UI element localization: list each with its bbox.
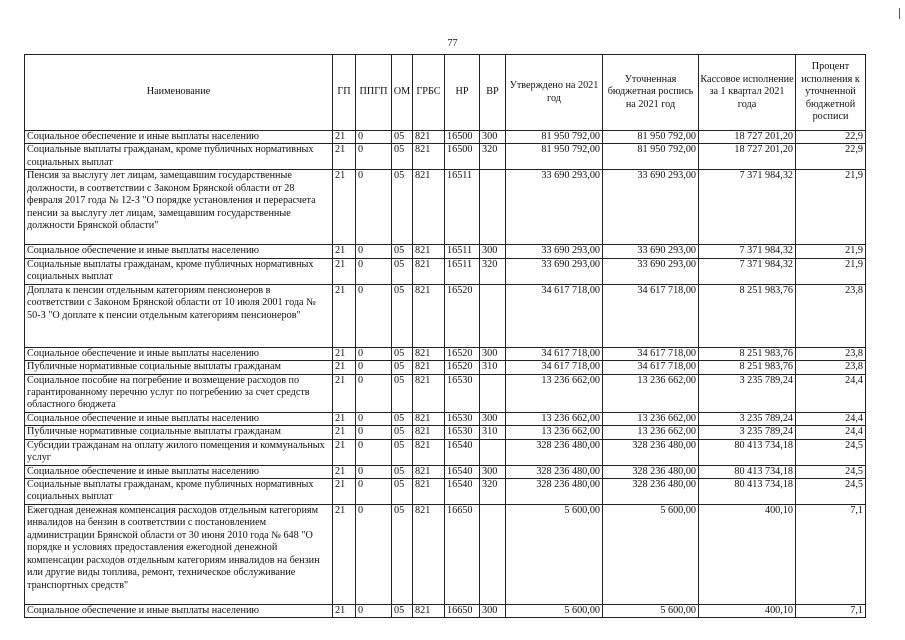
cell-gp: 21: [333, 426, 356, 439]
cell-refined: 34 617 718,00: [603, 284, 699, 347]
cell-percent: 22,9: [796, 131, 866, 144]
header-vr: ВР: [480, 55, 506, 131]
cell-om: 05: [392, 144, 413, 170]
cell-om: 05: [392, 465, 413, 478]
cell-approved: 33 690 293,00: [506, 170, 603, 245]
cell-refined: 34 617 718,00: [603, 347, 699, 360]
cell-nr: 16520: [445, 284, 480, 347]
table-row: [25, 245, 866, 258]
table-row: [25, 374, 866, 412]
cell-refined: 13 236 662,00: [603, 426, 699, 439]
cell-refined: 33 690 293,00: [603, 258, 699, 284]
cell-vr: [480, 170, 506, 245]
cell-cash: 7 371 984,32: [699, 170, 796, 245]
header-ppgp: ППГП: [356, 55, 392, 131]
cell-percent: 7,1: [796, 505, 866, 605]
cell-grbs: 821: [413, 131, 445, 144]
cell-vr: 310: [480, 426, 506, 439]
cell-om: 05: [392, 170, 413, 245]
cell-nr: 16530: [445, 412, 480, 425]
cell-vr: [480, 284, 506, 347]
cell-nr: 16500: [445, 131, 480, 144]
cell-refined: 5 600,00: [603, 505, 699, 605]
cell-grbs: 821: [413, 170, 445, 245]
cell-nr: 16520: [445, 347, 480, 360]
cell-om: 05: [392, 479, 413, 505]
cell-cash: 8 251 983,76: [699, 347, 796, 360]
cell-approved: 328 236 480,00: [506, 479, 603, 505]
cell-gp: 21: [333, 439, 356, 465]
cell-name: Социальное обеспечение и иные выплаты населению: [25, 131, 333, 144]
cell-name: Субсидии гражданам на оплату жилого помещения и коммунальных услуг: [25, 439, 333, 465]
cell-vr: 300: [480, 412, 506, 425]
cell-name: Социальное пособие на погребение и возмещение расходов по гарантированному перечню услуг по погребению за счет средств областного бюджета: [25, 374, 333, 412]
cell-ppgp: 0: [356, 479, 392, 505]
cell-refined: 13 236 662,00: [603, 374, 699, 412]
cell-percent: 24,4: [796, 426, 866, 439]
cell-gp: 21: [333, 258, 356, 284]
cell-grbs: 821: [413, 347, 445, 360]
cell-name: Пенсия за выслугу лет лицам, замещавшим государственные должности, в соответствии с Законом Брянской области от 28 февраля 2017 года № 12-З "О порядке установления и перерасчета пенсии за выслугу лет лицам, замещавшим государственные должности Брянской области": [25, 170, 333, 245]
cell-vr: 300: [480, 465, 506, 478]
cell-vr: [480, 374, 506, 412]
cell-vr: [480, 439, 506, 465]
cell-percent: 24,4: [796, 412, 866, 425]
header-grbs: ГРБС: [413, 55, 445, 131]
cell-om: 05: [392, 412, 413, 425]
cell-percent: 21,9: [796, 258, 866, 284]
cell-approved: 13 236 662,00: [506, 426, 603, 439]
cell-refined: 328 236 480,00: [603, 479, 699, 505]
cell-approved: 34 617 718,00: [506, 361, 603, 374]
cell-cash: 18 727 201,20: [699, 144, 796, 170]
table-row: [25, 361, 866, 374]
cell-nr: 16530: [445, 374, 480, 412]
cell-refined: 328 236 480,00: [603, 465, 699, 478]
cell-nr: 16540: [445, 479, 480, 505]
table-row: [25, 412, 866, 425]
header-refined: Уточненная бюджетная роспись на 2021 год: [603, 55, 699, 131]
cell-vr: 320: [480, 258, 506, 284]
cell-ppgp: 0: [356, 284, 392, 347]
cell-approved: 34 617 718,00: [506, 284, 603, 347]
header-nr: НР: [445, 55, 480, 131]
cell-cash: 18 727 201,20: [699, 131, 796, 144]
table-row: [25, 426, 866, 439]
cell-name: Доплата к пенсии отдельным категориям пенсионеров в соответствии с Законом Брянской области от 10 июля 2001 года № 50-З "О доплате к пенсии отдельным категориям пенсионеров": [25, 284, 333, 347]
cell-cash: 80 413 734,18: [699, 465, 796, 478]
cell-ppgp: 0: [356, 131, 392, 144]
cell-grbs: 821: [413, 258, 445, 284]
cell-om: 05: [392, 245, 413, 258]
table-row: [25, 258, 866, 284]
cell-name: Социальные выплаты гражданам, кроме публичных нормативных социальных выплат: [25, 144, 333, 170]
cell-ppgp: 0: [356, 347, 392, 360]
cell-gp: 21: [333, 479, 356, 505]
cell-nr: 16650: [445, 505, 480, 605]
cell-om: 05: [392, 361, 413, 374]
cell-refined: 33 690 293,00: [603, 170, 699, 245]
table-row: [25, 479, 866, 505]
cell-refined: 81 950 792,00: [603, 144, 699, 170]
cell-om: 05: [392, 131, 413, 144]
header-name: Наименование: [25, 55, 333, 131]
cell-om: 05: [392, 284, 413, 347]
cell-om: 05: [392, 258, 413, 284]
cell-percent: 24,5: [796, 479, 866, 505]
cell-name: Социальные выплаты гражданам, кроме публичных нормативных социальных выплат: [25, 479, 333, 505]
cell-grbs: 821: [413, 284, 445, 347]
cell-vr: 320: [480, 479, 506, 505]
cell-grbs: 821: [413, 439, 445, 465]
cell-nr: 16530: [445, 426, 480, 439]
cell-grbs: 821: [413, 426, 445, 439]
cell-vr: 300: [480, 245, 506, 258]
cell-nr: 16511: [445, 258, 480, 284]
cell-gp: 21: [333, 465, 356, 478]
cell-grbs: 821: [413, 605, 445, 618]
cell-approved: 81 950 792,00: [506, 131, 603, 144]
cell-nr: 16540: [445, 439, 480, 465]
cell-gp: 21: [333, 131, 356, 144]
cell-percent: 23,8: [796, 284, 866, 347]
cell-ppgp: 0: [356, 426, 392, 439]
cell-approved: 5 600,00: [506, 605, 603, 618]
cell-vr: 300: [480, 347, 506, 360]
cell-approved: 328 236 480,00: [506, 465, 603, 478]
cell-name: Социальное обеспечение и иные выплаты населению: [25, 412, 333, 425]
cell-cash: 8 251 983,76: [699, 361, 796, 374]
cell-percent: 22,9: [796, 144, 866, 170]
cell-nr: 16500: [445, 144, 480, 170]
cell-om: 05: [392, 426, 413, 439]
cell-name: Социальное обеспечение и иные выплаты населению: [25, 245, 333, 258]
cell-vr: 300: [480, 131, 506, 144]
cell-gp: 21: [333, 347, 356, 360]
cell-grbs: 821: [413, 374, 445, 412]
table-body: [25, 131, 866, 618]
table-row: [25, 505, 866, 605]
cell-gp: 21: [333, 361, 356, 374]
cell-grbs: 821: [413, 412, 445, 425]
table-header-row: [25, 55, 866, 131]
cell-name: Социальные выплаты гражданам, кроме публичных нормативных социальных выплат: [25, 258, 333, 284]
cell-approved: 34 617 718,00: [506, 347, 603, 360]
cell-name: Социальное обеспечение и иные выплаты населению: [25, 605, 333, 618]
cell-om: 05: [392, 374, 413, 412]
cell-percent: 21,9: [796, 170, 866, 245]
cell-cash: 3 235 789,24: [699, 374, 796, 412]
cell-cash: 8 251 983,76: [699, 284, 796, 347]
cell-percent: 21,9: [796, 245, 866, 258]
cell-om: 05: [392, 505, 413, 605]
cell-refined: 328 236 480,00: [603, 439, 699, 465]
cell-ppgp: 0: [356, 258, 392, 284]
cell-gp: 21: [333, 170, 356, 245]
cell-ppgp: 0: [356, 412, 392, 425]
cell-percent: 23,8: [796, 347, 866, 360]
cell-grbs: 821: [413, 479, 445, 505]
cell-gp: 21: [333, 505, 356, 605]
cell-grbs: 821: [413, 361, 445, 374]
header-percent: Процент исполнения к уточненной бюджетной росписи: [796, 55, 866, 131]
cell-ppgp: 0: [356, 439, 392, 465]
cell-approved: 328 236 480,00: [506, 439, 603, 465]
cell-refined: 81 950 792,00: [603, 131, 699, 144]
budget-table: [24, 54, 866, 618]
cell-om: 05: [392, 347, 413, 360]
table-row: [25, 144, 866, 170]
cell-ppgp: 0: [356, 605, 392, 618]
cell-cash: 3 235 789,24: [699, 412, 796, 425]
page-number: 77: [447, 38, 458, 49]
cell-name: Социальное обеспечение и иные выплаты населению: [25, 465, 333, 478]
cell-gp: 21: [333, 245, 356, 258]
cell-cash: 400,10: [699, 505, 796, 605]
cell-ppgp: 0: [356, 170, 392, 245]
cell-ppgp: 0: [356, 245, 392, 258]
table-row: [25, 347, 866, 360]
cell-name: Социальное обеспечение и иные выплаты населению: [25, 347, 333, 360]
cell-ppgp: 0: [356, 361, 392, 374]
cell-ppgp: 0: [356, 374, 392, 412]
cell-refined: 13 236 662,00: [603, 412, 699, 425]
cell-ppgp: 0: [356, 465, 392, 478]
cell-gp: 21: [333, 412, 356, 425]
page-edge-mark: [899, 8, 900, 19]
cell-refined: 34 617 718,00: [603, 361, 699, 374]
cell-gp: 21: [333, 374, 356, 412]
cell-approved: 33 690 293,00: [506, 258, 603, 284]
cell-vr: [480, 505, 506, 605]
cell-refined: 33 690 293,00: [603, 245, 699, 258]
cell-approved: 33 690 293,00: [506, 245, 603, 258]
cell-grbs: 821: [413, 245, 445, 258]
cell-approved: 5 600,00: [506, 505, 603, 605]
cell-nr: 16511: [445, 170, 480, 245]
cell-cash: 80 413 734,18: [699, 439, 796, 465]
cell-percent: 24,5: [796, 465, 866, 478]
cell-nr: 16511: [445, 245, 480, 258]
table-row: [25, 131, 866, 144]
cell-nr: 16520: [445, 361, 480, 374]
cell-grbs: 821: [413, 465, 445, 478]
table-row: [25, 465, 866, 478]
cell-ppgp: 0: [356, 144, 392, 170]
cell-vr: 300: [480, 605, 506, 618]
header-approved: Утверждено на 2021 год: [506, 55, 603, 131]
cell-cash: 400,10: [699, 605, 796, 618]
table-row: [25, 284, 866, 347]
cell-cash: 3 235 789,24: [699, 426, 796, 439]
cell-approved: 13 236 662,00: [506, 374, 603, 412]
cell-name: Публичные нормативные социальные выплаты гражданам: [25, 361, 333, 374]
cell-percent: 23,8: [796, 361, 866, 374]
cell-approved: 81 950 792,00: [506, 144, 603, 170]
cell-refined: 5 600,00: [603, 605, 699, 618]
cell-grbs: 821: [413, 505, 445, 605]
header-gp: ГП: [333, 55, 356, 131]
cell-ppgp: 0: [356, 505, 392, 605]
table-row: [25, 439, 866, 465]
cell-cash: 7 371 984,32: [699, 258, 796, 284]
cell-nr: 16540: [445, 465, 480, 478]
cell-gp: 21: [333, 284, 356, 347]
cell-gp: 21: [333, 144, 356, 170]
table-row: [25, 605, 866, 618]
header-om: ОМ: [392, 55, 413, 131]
cell-vr: 310: [480, 361, 506, 374]
cell-percent: 24,5: [796, 439, 866, 465]
cell-grbs: 821: [413, 144, 445, 170]
cell-om: 05: [392, 605, 413, 618]
cell-nr: 16650: [445, 605, 480, 618]
cell-vr: 320: [480, 144, 506, 170]
cell-percent: 24,4: [796, 374, 866, 412]
cell-name: Ежегодная денежная компенсация расходов отдельным категориям инвалидов на бензин в соответствии с постановлением администрации Брянской области от 30 июня 2010 года № 648 "О порядке и условиях предоставления ежегодной денежной компенсации расходов отдельным категориям инвалидов на бензин или другие виды топлива, ремонт, техническое обслуживание транспортных средств": [25, 505, 333, 605]
cell-cash: 7 371 984,32: [699, 245, 796, 258]
cell-name: Публичные нормативные социальные выплаты гражданам: [25, 426, 333, 439]
cell-om: 05: [392, 439, 413, 465]
header-cash: Кассовое исполнение за 1 квартал 2021 года: [699, 55, 796, 131]
cell-approved: 13 236 662,00: [506, 412, 603, 425]
cell-gp: 21: [333, 605, 356, 618]
cell-cash: 80 413 734,18: [699, 479, 796, 505]
table-row: [25, 170, 866, 245]
cell-percent: 7,1: [796, 605, 866, 618]
